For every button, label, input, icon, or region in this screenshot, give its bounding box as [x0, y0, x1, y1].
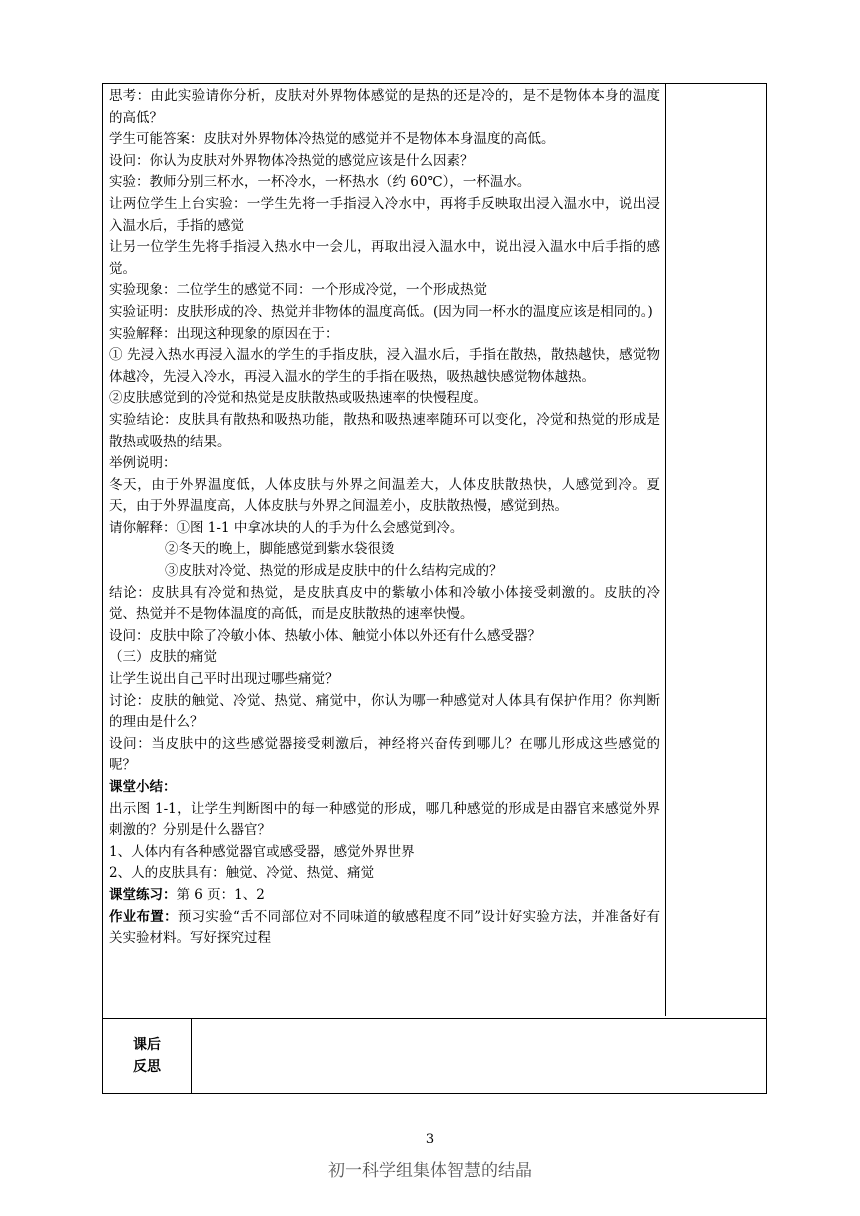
text-line: 让两位学生上台实验：一学生先将一手指浸入冷水中，再将手反映取出浸入温水中，说出浸入温水后，手指的感觉 — [109, 195, 660, 234]
reflection-label-line1: 课后 — [133, 1037, 161, 1053]
row-divider — [103, 1018, 766, 1019]
page-number: 3 — [425, 1132, 435, 1147]
text-line: 2、人的皮肤具有：触觉、冷觉、热觉、痛觉 — [109, 865, 375, 882]
text-line: 设问：当皮肤中的这些感觉器接受刺激后，神经将兴奋传到哪儿？在哪儿形成这些感觉的呢？ — [109, 735, 660, 774]
text-line: 实验结论：皮肤具有散热和吸热功能，散热和吸热速率随环可以变化，冷觉和热觉的形成是散热或吸热的结果。 — [109, 411, 660, 450]
section-heading: （三）皮肤的痛觉 — [109, 649, 217, 666]
text-line: 让学生说出自己平时出现过哪些痛觉？ — [109, 671, 339, 688]
lesson-content — [109, 86, 660, 950]
text-line: 讨论：皮肤的触觉、冷觉、热觉、痛觉中，你认为哪一种感觉对人体具有保护作用？你判断的理由是什么？ — [109, 692, 660, 731]
text-line: 实验现象：二位学生的感觉不同：一个形成冷觉，一个形成热觉 — [109, 282, 487, 299]
column-divider — [191, 1018, 192, 1093]
text-line: ① 先浸入热水再浸入温水的学生的手指皮肤，浸入温水后，手指在散热，散热越快，感觉物体越冷，先浸入冷水，再浸入温水的学生的手指在吸热，吸热越快感觉物体越热。 — [109, 347, 660, 385]
text-line: 冬天，由于外界温度低，人体皮肤与外界之间温差大，人体皮肤散热快，人感觉到冷。夏天，由于外界温度高，人体皮肤与外界之间温差小，皮肤散热慢，感觉到热。 — [109, 476, 660, 515]
practice-text: 第 6 页：1、2 — [176, 886, 265, 903]
text-line: 思考：由此实验请你分析，皮肤对外界物体感觉的是热的还是冷的，是不是物体本身的温度的高低？ — [109, 88, 660, 126]
text-line: 让另一位学生先将手指浸入热水中一会儿，再取出浸入温水中，说出浸入温水中后手指的感觉。 — [109, 239, 660, 277]
text-line: 学生可能答案：皮肤对外界物体冷热觉的感觉并不是物体本身温度的高低。 — [109, 131, 555, 148]
text-line: 设问：皮肤中除了冷敏小体、热敏小体、触觉小体以外还有什么感受器？ — [109, 627, 541, 644]
homework-heading: 作业布置： — [109, 908, 178, 925]
reflection-label-line2: 反思 — [133, 1059, 161, 1075]
text-line: 设问：你认为皮肤对外界物体冷热觉的感觉应该是什么因素？ — [109, 152, 474, 169]
homework-text: 预习实验“舌不同部位对不同味道的敏感程度不同”设计好实验方法，并准备好有关实验材料。写好探究过程 — [109, 908, 660, 947]
lesson-table — [102, 83, 767, 1094]
text-line: 举例说明： — [109, 455, 177, 472]
text-line: ③皮肤对冷觉、热觉的形成是皮肤中的什么结构完成的？ — [165, 563, 503, 580]
text-line: ②皮肤感觉到的冷觉和热觉是皮肤散热或吸热速率的快慢程度。 — [109, 390, 487, 407]
text-line: 实验证明：皮肤形成的冷、热觉并非物体的温度高低。(因为同一杯水的温度应该是相同的。) — [109, 303, 653, 320]
text-line: 请你解释：①图 1-1 中拿冰块的人的手为什么会感觉到冷。 — [109, 519, 464, 536]
summary-heading: 课堂小结： — [109, 779, 177, 795]
text-line: 出示图 1-1，让学生判断图中的每一种感觉的形成，哪几种感觉的形成是由器官来感觉外界刺激的？分别是什么器官？ — [109, 800, 660, 839]
reflection-label — [103, 1018, 191, 1094]
text-line: 实验解释：出现这种现象的原因在于： — [109, 325, 339, 342]
practice-heading: 课堂练习： — [109, 886, 177, 903]
text-line: 1、人体内有各种感觉器官或感受器，感觉外界世界 — [109, 843, 415, 860]
text-line: 结论：皮肤具有冷觉和热觉，是皮肤真皮中的紫敏小体和冷敏小体接受刺激的。皮肤的冷觉、热觉并不是物体温度的高低，而是皮肤散热的速率快慢。 — [109, 584, 660, 623]
page-footer: 初一科学组集体智慧的结晶 — [328, 1161, 532, 1181]
text-line: 实验：教师分别三杯水，一杯冷水，一杯热水（约 60℃），一杯温水。 — [109, 174, 531, 191]
text-line: ②冬天的晚上，脚能感觉到紫水袋很烫 — [165, 541, 395, 558]
column-divider — [665, 84, 666, 1016]
